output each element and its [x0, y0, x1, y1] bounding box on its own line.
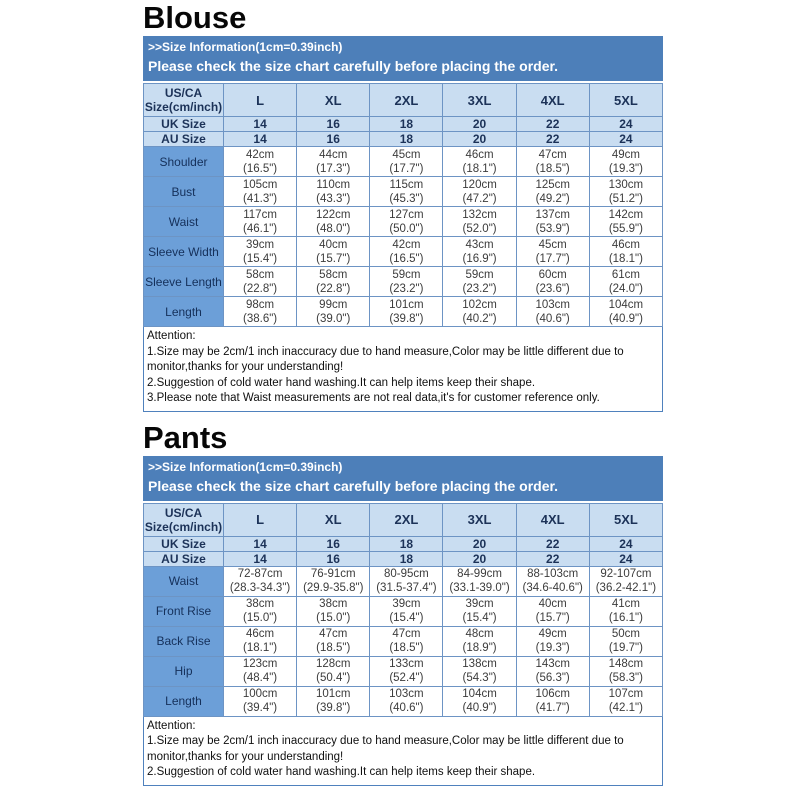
- blouse-title: Blouse: [143, 0, 247, 35]
- column-header: L: [224, 84, 297, 117]
- value-inch: (58.3"): [608, 672, 643, 684]
- corner-line1: US/CA: [164, 86, 203, 100]
- value-inch: (17.7"): [389, 162, 424, 175]
- measure-value-cell: [297, 237, 370, 267]
- measure-value-cell: [589, 267, 662, 297]
- measure-value-cell: [224, 267, 297, 297]
- value-inch: (18.5"): [316, 642, 351, 654]
- size-row: [144, 117, 663, 132]
- value-inch: (50.0"): [389, 222, 424, 235]
- value-inch: (22.8"): [243, 282, 278, 295]
- value-inch: (36.2-42.1"): [595, 582, 657, 594]
- size-info-text: >>Size Information(1cm=0.39inch): [148, 459, 343, 474]
- value-cm: 130cm: [608, 178, 644, 191]
- column-header: 5XL: [589, 84, 662, 117]
- value-inch: (15.7"): [535, 612, 570, 624]
- table-header-row: [144, 503, 663, 536]
- measure-value-cell: [224, 566, 297, 596]
- value-inch: (49.2"): [535, 192, 570, 205]
- size-value-cell: 24: [589, 551, 662, 566]
- value-inch: (50.4"): [316, 672, 351, 684]
- value-inch: (42.1"): [608, 702, 643, 714]
- row-label: Length: [144, 297, 224, 327]
- measure-value-cell: [443, 686, 516, 716]
- value-inch: (17.3"): [316, 162, 351, 175]
- value-cm: 103cm: [535, 298, 570, 311]
- row-label: Shoulder: [144, 147, 224, 177]
- column-header: 3XL: [443, 84, 516, 117]
- column-header: 4XL: [516, 84, 589, 117]
- size-value-cell: 24: [589, 536, 662, 551]
- measure-value-cell: [297, 686, 370, 716]
- measure-value-cell: [516, 656, 589, 686]
- measure-value-cell: [297, 656, 370, 686]
- measure-row: [144, 596, 663, 626]
- measure-row: [144, 297, 663, 327]
- measure-value-cell: [589, 686, 662, 716]
- size-value-cell: 16: [297, 536, 370, 551]
- measure-value-cell: [224, 177, 297, 207]
- measure-value-cell: [516, 686, 589, 716]
- value-cm: 46cm: [465, 148, 494, 161]
- value-inch: (23.2"): [462, 282, 497, 295]
- column-header: 3XL: [443, 503, 516, 536]
- value-cm: 41cm: [611, 598, 640, 610]
- value-inch: (51.2"): [608, 192, 643, 205]
- measure-row: [144, 207, 663, 237]
- row-label: UK Size: [144, 117, 224, 132]
- value-cm: 128cm: [315, 658, 351, 670]
- value-cm: 50cm: [611, 628, 640, 640]
- value-cm: 76-91cm: [310, 568, 356, 580]
- value-cm: 45cm: [392, 148, 421, 161]
- value-inch: (39.4"): [243, 702, 278, 714]
- size-value-cell: 24: [589, 117, 662, 132]
- value-inch: (16.5"): [243, 162, 278, 175]
- measure-row: [144, 147, 663, 177]
- size-value-cell: 22: [516, 117, 589, 132]
- note-line: 1.Size may be 2cm/1 inch inaccuracy due to hand measure,Color may be little different due to monitor,thanks for your understanding!: [147, 345, 624, 373]
- value-cm: 84-99cm: [457, 568, 502, 580]
- content-column: [143, 1, 663, 786]
- measure-value-cell: [516, 147, 589, 177]
- column-header: 2XL: [370, 84, 443, 117]
- measure-value-cell: [370, 207, 443, 237]
- value-inch: (41.3"): [243, 192, 278, 205]
- value-cm: 47cm: [392, 628, 421, 640]
- column-header: 4XL: [516, 503, 589, 536]
- size-value-cell: 16: [297, 117, 370, 132]
- measure-value-cell: [443, 566, 516, 596]
- value-inch: (41.7"): [535, 702, 570, 714]
- measure-row: [144, 566, 663, 596]
- size-row: [144, 551, 663, 566]
- value-inch: (23.2"): [389, 282, 424, 295]
- size-table: [143, 503, 663, 717]
- size-value-cell: 20: [443, 536, 516, 551]
- measure-value-cell: [224, 596, 297, 626]
- measure-value-cell: [224, 237, 297, 267]
- measure-value-cell: [443, 626, 516, 656]
- measure-value-cell: [443, 147, 516, 177]
- measure-value-cell: [516, 237, 589, 267]
- value-cm: 104cm: [608, 298, 644, 311]
- row-label: UK Size: [144, 536, 224, 551]
- value-cm: 46cm: [611, 238, 640, 251]
- value-cm: 39cm: [246, 238, 275, 251]
- value-inch: (18.1"): [608, 252, 643, 265]
- value-inch: (15.4"): [243, 252, 278, 265]
- value-inch: (39.0"): [316, 312, 351, 325]
- measure-value-cell: [224, 207, 297, 237]
- value-cm: 40cm: [538, 598, 567, 610]
- value-cm: 38cm: [319, 598, 348, 610]
- value-cm: 100cm: [242, 688, 278, 700]
- value-cm: 60cm: [538, 268, 567, 281]
- value-inch: (55.9"): [608, 222, 643, 235]
- value-inch: (18.5"): [535, 162, 570, 175]
- value-cm: 123cm: [242, 658, 278, 670]
- row-label: Waist: [144, 207, 224, 237]
- size-value-cell: 16: [297, 551, 370, 566]
- value-cm: 59cm: [392, 268, 421, 281]
- note-line: Attention:: [147, 330, 196, 342]
- value-inch: (46.1"): [243, 222, 278, 235]
- size-value-cell: 24: [589, 132, 662, 147]
- value-cm: 101cm: [389, 298, 424, 311]
- table-header-row: [144, 84, 663, 117]
- measure-value-cell: [516, 566, 589, 596]
- value-cm: 122cm: [315, 208, 351, 221]
- measure-value-cell: [297, 566, 370, 596]
- value-inch: (18.1"): [462, 162, 497, 175]
- value-inch: (39.8"): [389, 312, 424, 325]
- value-inch: (19.3"): [535, 642, 570, 654]
- size-value-cell: 18: [370, 117, 443, 132]
- size-value-cell: 18: [370, 536, 443, 551]
- note-line: 2.Suggestion of cold water hand washing.It can help items keep their shape.: [147, 376, 536, 389]
- value-cm: 88-103cm: [527, 568, 579, 580]
- value-cm: 99cm: [319, 298, 348, 311]
- row-label: Sleeve Length: [144, 267, 224, 297]
- size-value-cell: 14: [224, 536, 297, 551]
- size-info-bar: [143, 456, 663, 501]
- value-inch: (40.6"): [389, 702, 424, 714]
- measure-value-cell: [370, 686, 443, 716]
- size-table: [143, 83, 663, 327]
- measure-value-cell: [224, 686, 297, 716]
- row-label: Back Rise: [144, 626, 224, 656]
- size-value-cell: 14: [224, 132, 297, 147]
- value-inch: (18.9"): [462, 642, 497, 654]
- measure-value-cell: [443, 267, 516, 297]
- measure-row: [144, 656, 663, 686]
- measure-value-cell: [370, 596, 443, 626]
- value-inch: (15.0"): [243, 612, 278, 624]
- measure-value-cell: [589, 207, 662, 237]
- measure-value-cell: [443, 596, 516, 626]
- size-value-cell: 22: [516, 551, 589, 566]
- value-inch: (17.7"): [535, 252, 570, 265]
- value-cm: 143cm: [535, 658, 570, 670]
- measure-value-cell: [589, 596, 662, 626]
- measure-value-cell: [224, 626, 297, 656]
- value-cm: 120cm: [462, 178, 497, 191]
- value-cm: 105cm: [242, 178, 278, 191]
- measure-row: [144, 686, 663, 716]
- value-cm: 107cm: [608, 688, 644, 700]
- size-value-cell: 18: [370, 551, 443, 566]
- measure-value-cell: [589, 297, 662, 327]
- value-cm: 148cm: [608, 658, 644, 670]
- measure-value-cell: [516, 626, 589, 656]
- measure-value-cell: [516, 297, 589, 327]
- value-inch: (23.6"): [535, 282, 570, 295]
- note-line: 1.Size may be 2cm/1 inch inaccuracy due to hand measure,Color may be little different due to monitor,thanks for your understanding!: [147, 735, 624, 763]
- value-inch: (31.5-37.4"): [376, 582, 437, 594]
- measure-value-cell: [589, 147, 662, 177]
- measure-value-cell: [443, 177, 516, 207]
- value-cm: 115cm: [389, 178, 424, 191]
- value-cm: 49cm: [538, 628, 567, 640]
- value-cm: 42cm: [246, 148, 275, 161]
- row-label: Bust: [144, 177, 224, 207]
- row-label: Sleeve Width: [144, 237, 224, 267]
- value-inch: (40.9"): [462, 702, 497, 714]
- value-inch: (15.7"): [316, 252, 351, 265]
- column-header: L: [224, 503, 297, 536]
- value-cm: 61cm: [611, 268, 640, 281]
- value-inch: (56.3"): [535, 672, 570, 684]
- value-cm: 47cm: [319, 628, 348, 640]
- value-inch: (53.9"): [535, 222, 570, 235]
- size-value-cell: 14: [224, 551, 297, 566]
- size-value-cell: 16: [297, 132, 370, 147]
- size-value-cell: 22: [516, 536, 589, 551]
- value-inch: (47.2"): [462, 192, 497, 205]
- measure-row: [144, 237, 663, 267]
- value-inch: (16.5"): [389, 252, 424, 265]
- value-cm: 117cm: [243, 208, 277, 221]
- measure-value-cell: [370, 177, 443, 207]
- value-inch: (52.4"): [389, 672, 424, 684]
- row-label: Length: [144, 686, 224, 716]
- attention-notes: [143, 327, 663, 412]
- value-cm: 44cm: [319, 148, 348, 161]
- note-line: 3.Please note that Waist measurements are not real data,it's for customer reference only.: [147, 392, 600, 404]
- measure-value-cell: [370, 147, 443, 177]
- value-cm: 58cm: [246, 268, 275, 281]
- size-row: [144, 132, 663, 147]
- measure-value-cell: [370, 267, 443, 297]
- value-cm: 127cm: [389, 208, 424, 221]
- value-cm: 101cm: [315, 688, 351, 700]
- size-row: [144, 536, 663, 551]
- measure-value-cell: [516, 207, 589, 237]
- measure-value-cell: [297, 207, 370, 237]
- value-inch: (48.0"): [316, 222, 351, 235]
- value-cm: 49cm: [611, 148, 640, 161]
- size-value-cell: 20: [443, 132, 516, 147]
- value-cm: 48cm: [465, 628, 494, 640]
- value-cm: 110cm: [316, 178, 351, 191]
- value-inch: (16.9"): [462, 252, 497, 265]
- measure-value-cell: [297, 297, 370, 327]
- value-inch: (28.3-34.3"): [229, 582, 291, 594]
- measure-value-cell: [370, 297, 443, 327]
- measure-value-cell: [516, 596, 589, 626]
- corner-cell: [144, 84, 224, 117]
- value-inch: (45.3"): [389, 192, 424, 205]
- value-cm: 125cm: [535, 178, 570, 191]
- measure-value-cell: [370, 656, 443, 686]
- value-inch: (15.0"): [316, 612, 351, 624]
- measure-value-cell: [370, 566, 443, 596]
- attention-notes: [143, 717, 663, 786]
- value-inch: (40.2"): [462, 312, 497, 325]
- value-inch: (40.9"): [608, 312, 643, 325]
- value-inch: (54.3"): [462, 672, 497, 684]
- value-inch: (52.0"): [462, 222, 497, 235]
- column-header: 2XL: [370, 503, 443, 536]
- row-label: AU Size: [144, 132, 224, 147]
- measure-value-cell: [589, 656, 662, 686]
- size-info-bar: [143, 36, 663, 81]
- size-value-cell: 20: [443, 551, 516, 566]
- value-inch: (29.9-35.8"): [303, 582, 364, 594]
- value-cm: 40cm: [319, 238, 348, 251]
- measure-value-cell: [370, 237, 443, 267]
- row-label: Hip: [144, 656, 224, 686]
- measure-value-cell: [297, 626, 370, 656]
- value-cm: 138cm: [462, 658, 497, 670]
- value-inch: (39.8"): [316, 702, 351, 714]
- value-cm: 39cm: [392, 598, 421, 610]
- measure-value-cell: [297, 177, 370, 207]
- size-value-cell: 22: [516, 132, 589, 147]
- value-inch: (18.5"): [389, 642, 424, 654]
- row-label: Waist: [144, 566, 224, 596]
- corner-cell: [144, 503, 224, 536]
- measure-value-cell: [443, 237, 516, 267]
- value-inch: (24.0"): [608, 282, 643, 295]
- value-cm: 104cm: [462, 688, 497, 700]
- value-cm: 142cm: [608, 208, 644, 221]
- value-cm: 72-87cm: [237, 568, 283, 580]
- value-cm: 132cm: [462, 208, 497, 221]
- value-inch: (38.6"): [243, 312, 278, 325]
- column-header: 5XL: [589, 503, 662, 536]
- row-label: AU Size: [144, 551, 224, 566]
- measure-value-cell: [516, 267, 589, 297]
- corner-line2: Size(cm/inch): [144, 519, 223, 534]
- value-inch: (43.3"): [316, 192, 351, 205]
- value-inch: (15.4"): [462, 612, 497, 624]
- value-inch: (33.1-39.0"): [449, 582, 510, 594]
- row-label: Front Rise: [144, 596, 224, 626]
- value-cm: 98cm: [246, 298, 275, 311]
- measure-value-cell: [589, 626, 662, 656]
- corner-line1: US/CA: [164, 505, 203, 520]
- value-inch: (22.8"): [316, 282, 351, 295]
- measure-value-cell: [589, 177, 662, 207]
- column-header: XL: [297, 503, 370, 536]
- value-inch: (34.6-40.6"): [522, 582, 583, 594]
- value-cm: 137cm: [535, 208, 570, 221]
- value-cm: 102cm: [462, 298, 497, 311]
- check-order-text: Please check the size chart carefully before placing the order.: [148, 477, 559, 494]
- pants-title: Pants: [143, 419, 228, 455]
- value-cm: 92-107cm: [600, 568, 652, 580]
- measure-value-cell: [297, 596, 370, 626]
- measure-value-cell: [443, 297, 516, 327]
- value-inch: (15.4"): [389, 612, 424, 624]
- value-inch: (18.1"): [243, 642, 278, 654]
- measure-value-cell: [589, 237, 662, 267]
- measure-value-cell: [224, 147, 297, 177]
- measure-value-cell: [443, 207, 516, 237]
- value-cm: 46cm: [246, 628, 275, 640]
- note-line: 2.Suggestion of cold water hand washing.It can help items keep their shape.: [147, 766, 536, 778]
- value-cm: 39cm: [465, 598, 494, 610]
- size-value-cell: 14: [224, 117, 297, 132]
- measure-row: [144, 267, 663, 297]
- check-order-text: Please check the size chart carefully before placing the order.: [148, 58, 559, 74]
- value-cm: 38cm: [246, 598, 275, 610]
- value-cm: 133cm: [389, 658, 424, 670]
- measure-value-cell: [443, 656, 516, 686]
- value-cm: 42cm: [392, 238, 421, 251]
- size-value-cell: 18: [370, 132, 443, 147]
- measure-value-cell: [224, 297, 297, 327]
- value-cm: 47cm: [538, 148, 567, 161]
- value-cm: 43cm: [465, 238, 494, 251]
- measure-value-cell: [297, 267, 370, 297]
- pants-section: [143, 421, 663, 786]
- blouse-section: [143, 1, 663, 412]
- value-inch: (40.6"): [535, 312, 570, 325]
- measure-value-cell: [589, 566, 662, 596]
- measure-value-cell: [370, 626, 443, 656]
- measure-row: [144, 177, 663, 207]
- value-cm: 45cm: [538, 238, 567, 251]
- value-inch: (19.7"): [608, 642, 643, 654]
- measure-row: [144, 626, 663, 656]
- measure-value-cell: [224, 656, 297, 686]
- value-cm: 103cm: [389, 688, 424, 700]
- value-cm: 106cm: [535, 688, 570, 700]
- value-inch: (16.1"): [608, 612, 643, 624]
- value-inch: (48.4"): [243, 672, 278, 684]
- value-cm: 59cm: [465, 268, 494, 281]
- measure-value-cell: [297, 147, 370, 177]
- corner-line2: Size(cm/inch): [144, 100, 223, 114]
- size-value-cell: 20: [443, 117, 516, 132]
- value-inch: (19.3"): [608, 162, 643, 175]
- note-line: Attention:: [147, 719, 196, 732]
- size-info-text: >>Size Information(1cm=0.39inch): [148, 40, 343, 54]
- value-cm: 80-95cm: [384, 568, 429, 580]
- column-header: XL: [297, 84, 370, 117]
- value-cm: 58cm: [319, 268, 348, 281]
- measure-value-cell: [516, 177, 589, 207]
